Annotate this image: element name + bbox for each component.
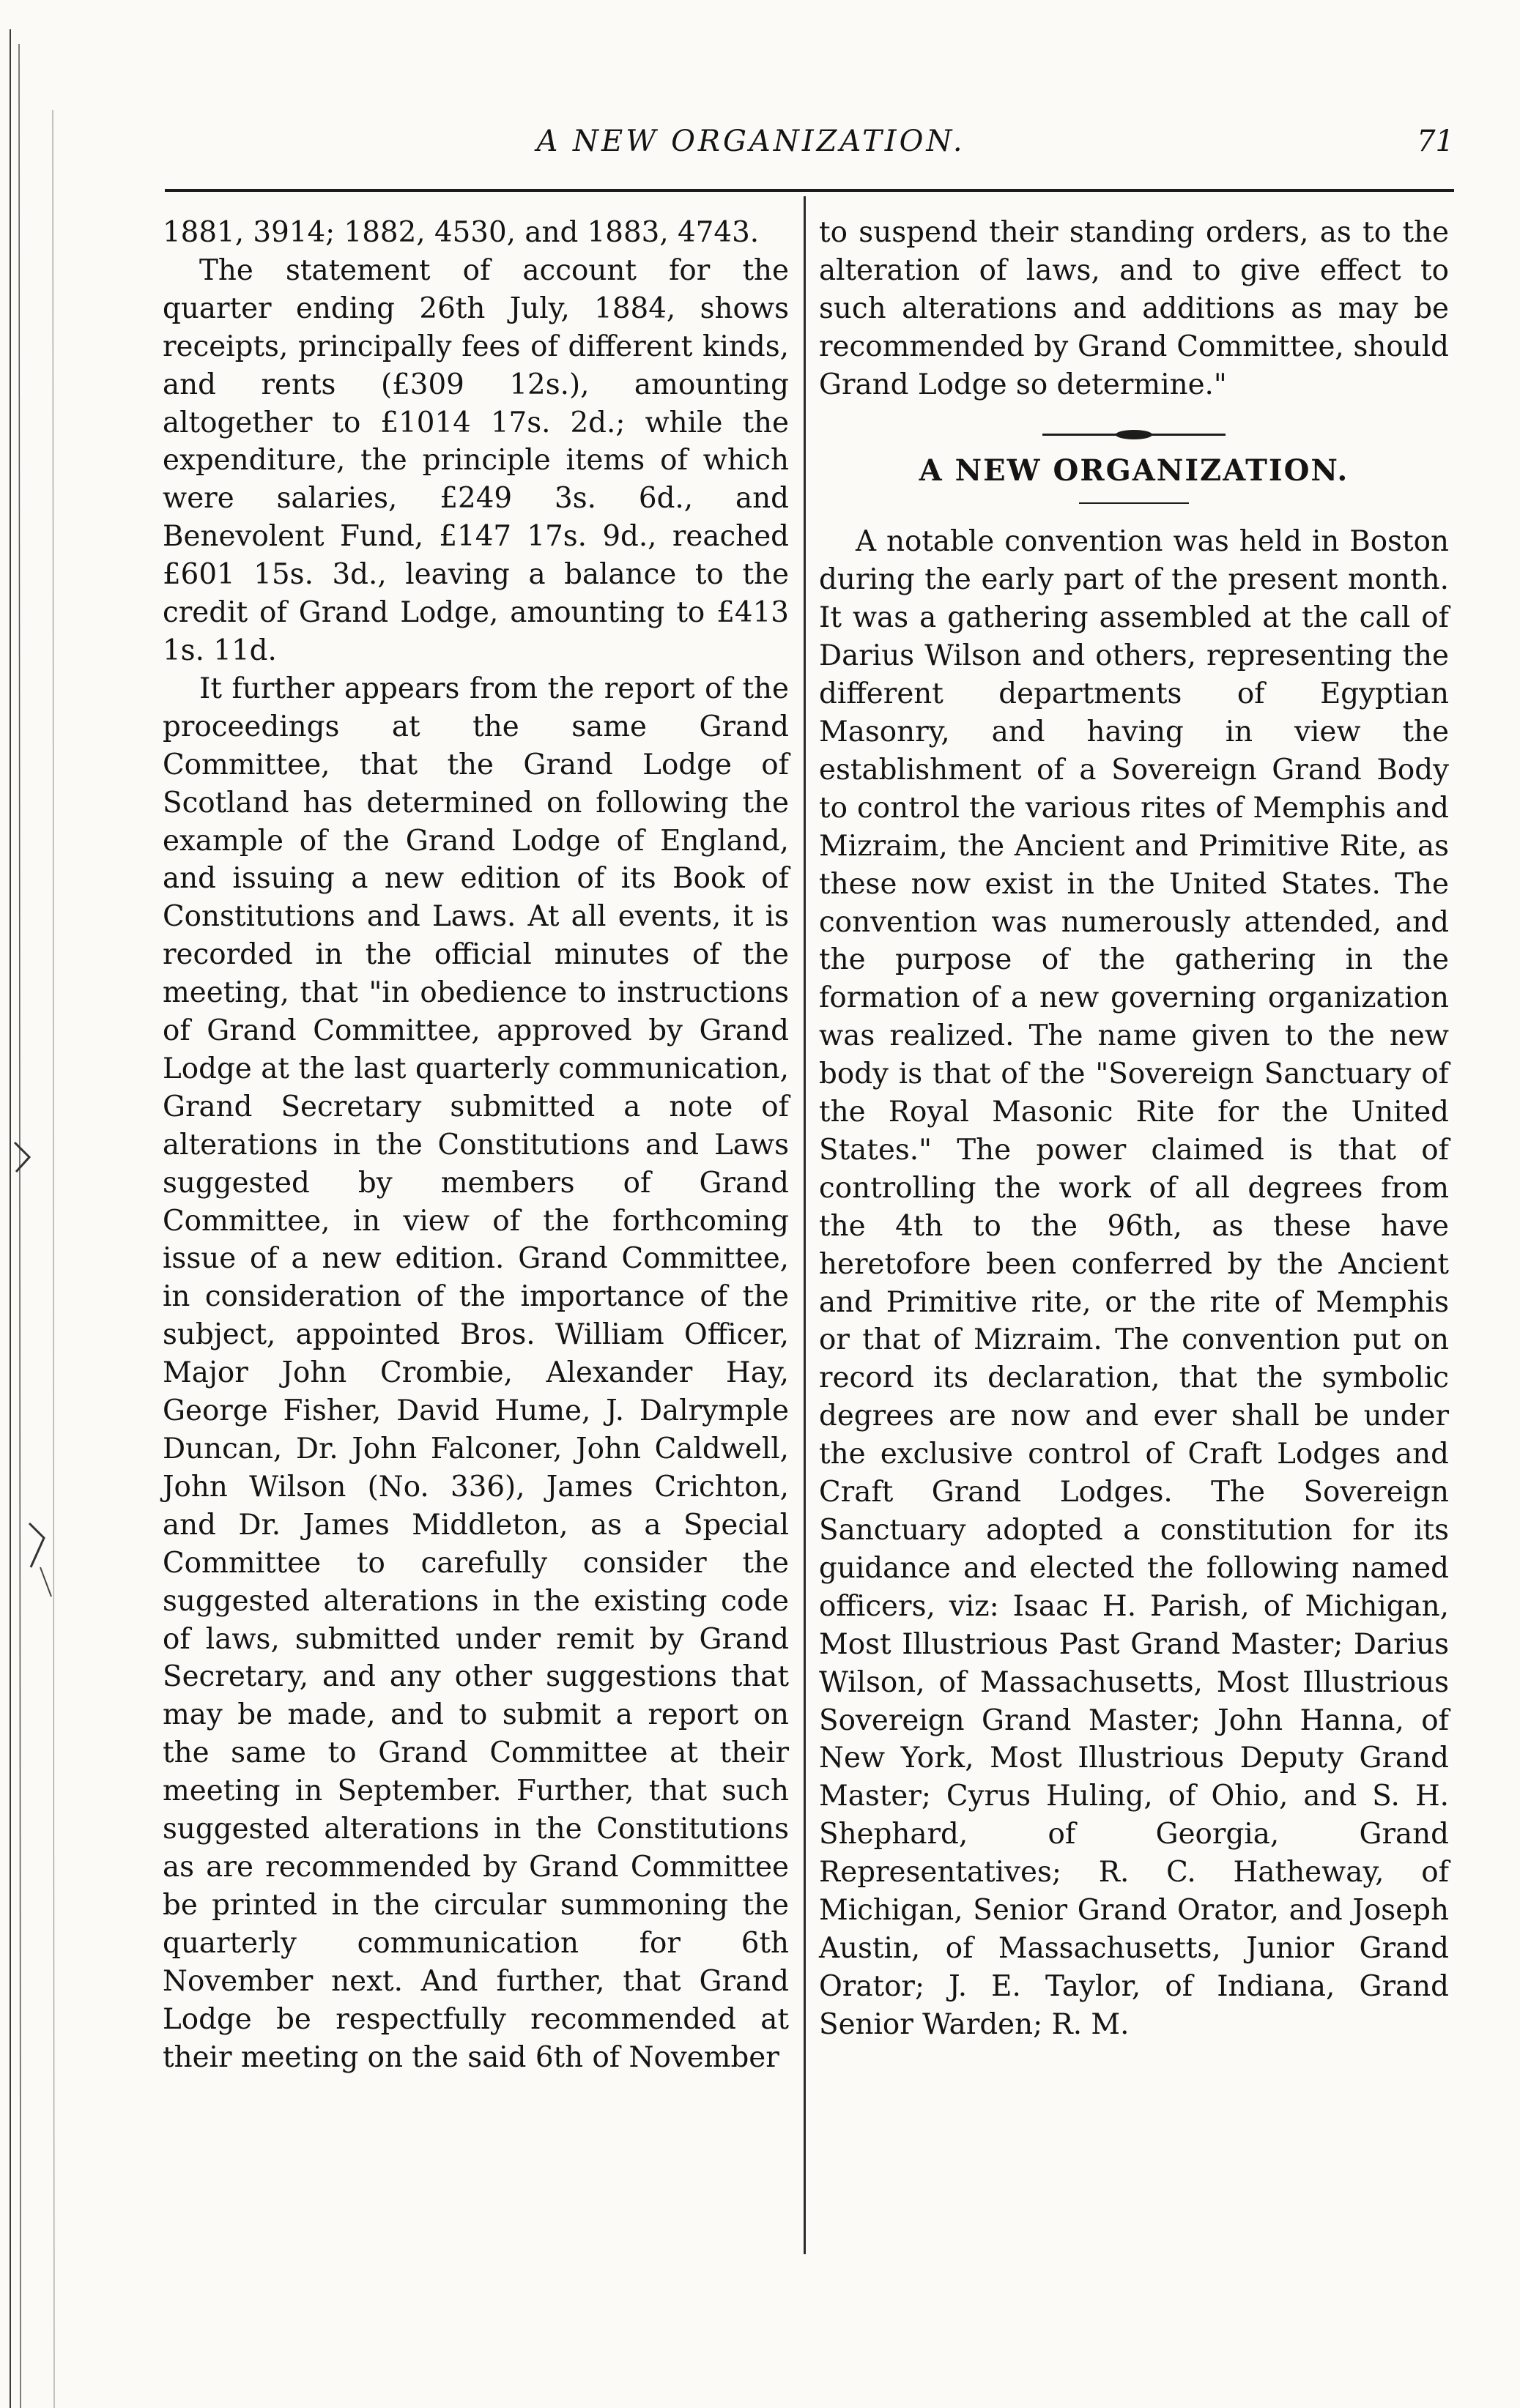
- continuation-paragraph: to suspend their standing orders, as to the alteration of laws, and to give effect to such alterations and additions as may be recommended by Grand Committee, should Grand Lodge so determine.": [819, 216, 1449, 401]
- page-header: [165, 123, 1454, 167]
- paragraph: The statement of account for the quarter ending 26th July, 1884, shows receipts, principally fees of different kinds, and rents (£309 12s.), amounting altogether to £1014 17s. 2d.; while the expenditure, the principle items of which were salaries, £249 3s. 6d., and Benevolent Fund, £147 17s. 9d., reached £601 15s. 3d., leaving a balance to the credit of Grand Lodge, amounting to £413 1s. 11d.: [163, 253, 789, 667]
- title-underline-rule: [1079, 502, 1189, 504]
- paragraph: It further appears from the report of the proceedings at the same Grand Committee, that the Grand Lodge of Scotland has determined on following the example of the Grand Lodge of England, and issuing a new edition of its Book of Constitutions and Laws. At all events, it is recorded in the official minutes of the meeting, that "in obedience to instructions of Grand Committee, approved by Grand Lodge at the last quarterly communication, Grand Secretary submitted a note of alterations in the Constitutions and Laws suggested by members of Grand Committee, in view of the forthcoming issue of a new edition. Grand Committee, in consideration of the importance of the subject, appointed Bros. William Officer, Major John Crombie, Alexander Hay, George Fisher, David Hume, J. Dalrymple Duncan, Dr. John Falconer, John Caldwell, John Wilson (No. 336), James Crichton, and Dr. James Middleton, as a Special Committee to carefully consider the suggested alterations in the existing code of laws, submitted under remit by Grand Secretary, and any other suggestions that may be made, and to submit a report on the same to Grand Committee at their meeting in September. Further, that such suggested alterations in the Constitutions as are recommended by Grand Committee be printed in the circular summoning the quarterly communication for 6th November next. And further, that Grand Lodge be respectfully recommended at their meeting on the said 6th of November: [163, 672, 789, 2074]
- page-number: 71: [1417, 125, 1454, 158]
- article-title: A NEW ORGANIZATION.: [919, 453, 1349, 488]
- section-ornament-rule: [1042, 434, 1226, 436]
- article-paragraph: A notable convention was held in Boston during the early part of the present month. It was a gathering assembled at the call of Darius Wilson and others, representing the different departments of Egyptian Masonry, and having in view the establishment of a Sovereign Grand Body to control the various rites of Memphis and Mizraim, the Ancient and Primitive Rite, as these now exist in the United States. The convention was numerously attended, and the purpose of the gathering in the formation of a new governing organization was realized. The name given to the new body is that of the "Sovereign Sanctuary of the Royal Masonic Rite for the United States." The power claimed is that of controlling the work of all degrees from the 4th to the 96th, as these have heretofore been conferred by the Ancient and Primitive rite, or the rite of Memphis or that of Mizraim. The convention put on record its declaration, that the symbolic degrees are now and ever shall be under the exclusive control of Craft Lodges and Craft Grand Lodges. The Sovereign Sanctuary adopted a constitution for its guidance and elected the following named officers, viz: Isaac H. Parish, of Michigan, Most Illustrious Past Grand Master; Darius Wilson, of Massachusetts, Most Illustrious Sovereign Grand Master; John Hanna, of New York, Most Illustrious Deputy Grand Master; Cyrus Huling, of Ohio, and S. H. Shephard, of Georgia, Grand Representatives; R. C. Hatheway, of Michigan, Senior Grand Orator, and Joseph Austin, of Massachusetts, Junior Grand Orator; J. E. Taylor, of Indiana, Grand Senior Warden; R. M.: [819, 525, 1449, 2041]
- right-column: [819, 214, 1449, 2044]
- scan-binding-edge: [0, 0, 66, 2408]
- column-divider: [804, 196, 806, 2254]
- left-column: [163, 214, 789, 2076]
- header-rule: [165, 189, 1454, 192]
- running-title: A NEW ORGANIZATION.: [536, 125, 965, 158]
- paragraph: 1881, 3914; 1882, 4530, and 1883, 4743.: [163, 216, 760, 249]
